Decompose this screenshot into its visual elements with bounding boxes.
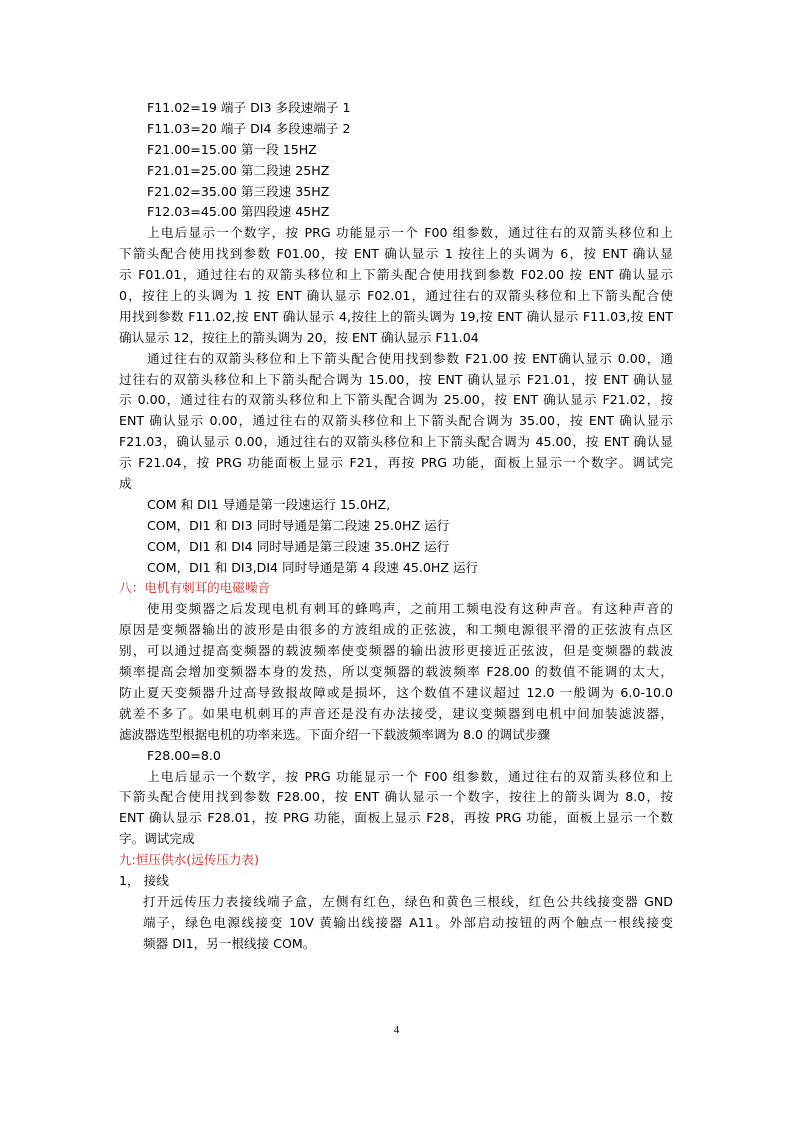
text-line: 确认显示 12，按往上的箭头调为 20，按 ENT 确认显示 F11.04 xyxy=(119,329,479,345)
param-line: F21.02=35.00 第三段速 35HZ xyxy=(147,183,330,199)
step-heading: 1， 接线 xyxy=(119,872,169,888)
text-line: 使用变频器之后发现电机有刺耳的蜂鸣声，之前用工频电没有这种声音。有这种声音的 xyxy=(147,601,673,617)
param-line: F21.00=15.00 第一段 15HZ xyxy=(147,141,317,157)
text-line: 成 xyxy=(119,476,132,492)
page-number: 4 xyxy=(393,1024,400,1036)
text-line: 示 F01.01，通过往右的双箭头移位和上下箭头配合使用找到参数 F02.00 按 ENT 确认显示 xyxy=(119,267,673,283)
section-heading-8: 八：电机有刺耳的电磁噪音 xyxy=(119,580,271,596)
text-line: 过往右的双箭头移位和上下箭头配合调为 15.00，按 ENT 确认显示 F21.01，按 ENT 确认显 xyxy=(119,371,673,387)
param-line: F21.01=25.00 第二段速 25HZ xyxy=(147,162,330,178)
result-list xyxy=(119,495,673,579)
text-line: 端子，绿色电源线接变 10V 黄输出线接器 A11。外部启动按钮的两个触点一根线接变 xyxy=(143,914,673,930)
text-line: 频器 DI1，另一根线接 COM。 xyxy=(143,935,316,951)
text-line: 原因是变频器输出的波形是由很多的方波组成的正弦波，和工频电源很平滑的正弦波有点区 xyxy=(119,622,673,638)
param-line: F11.03=20 端子 DI4 多段速端子 2 xyxy=(147,120,351,136)
text-line: 下箭头配合使用找到参数 F01.00，按 ENT 确认显示 1 按往上的头调为 6，按 ENT 确认显 xyxy=(119,246,673,262)
text-line: 示 0.00，通过往右的双箭头移位和上下箭头配合调为 25.00，按 ENT 确认显示 F21.02，按 xyxy=(119,392,673,408)
text-line: 上电后显示一个数字，按 PRG 功能显示一个 F00 组参数，通过往右的双箭头移位和上 xyxy=(147,225,673,241)
param-line: F12.03=45.00 第四段速 45HZ xyxy=(147,204,330,220)
text-line: 通过往右的双箭头移位和上下箭头配合使用找到参数 F21.00 按 ENT确认显示 0.00，通 xyxy=(147,350,673,366)
paragraph-carrier-steps xyxy=(119,767,673,851)
param-line-f28: F28.00=8.0 xyxy=(147,747,221,763)
text-line: 0，按往上的头调为 1 按 ENT 确认显示 F02.01，通过往右的双箭头移位和上下箭头配合使 xyxy=(119,288,673,304)
result-line: COM 和 DI1 导通是第一段速运行 15.0HZ, xyxy=(147,496,391,512)
text-line: 上电后显示一个数字，按 PRG 功能显示一个 F00 组参数，通过往右的双箭头移位和上 xyxy=(147,768,673,784)
page-content xyxy=(119,98,673,955)
text-line: 频率提高会增加变频器本身的发热，所以变频器的载波频率 F28.00 的数值不能调的太大， xyxy=(119,664,673,680)
text-line: 别，可以通过提高变频器的载波频率使变频器的输出波形更接近正弦波，但是变频器的载波 xyxy=(119,643,673,659)
text-line: 用找到参数 F11.02,按 ENT 确认显示 4,按往上的箭头调为 19,按 ENT 确认显示 F11.03,按 ENT xyxy=(119,308,673,324)
text-line: 就差不多了。如果电机刺耳的声音还是没有办法接受，建议变频器到电机中间加装滤波器， xyxy=(119,705,673,721)
text-line: 下箭头配合使用找到参数 F28.00，按 ENT 确认显示一个数字，按往上的箭头调为 8.0，按 xyxy=(119,789,673,805)
parameter-list xyxy=(119,98,673,223)
text-line: 字。调试完成 xyxy=(119,831,195,847)
text-line: ENT 确认显示 F28.01，按 PRG 功能，面板上显示 F28，再按 PRG 功能，面板上显示一个数 xyxy=(119,810,673,826)
section-heading-9: 九:恒压供水(远传压力表) xyxy=(119,852,260,868)
text-line: ENT 确认显示 0.00，通过往右的双箭头移位和上下箭头配合调为 35.00，按 ENT 确认显示 xyxy=(119,413,673,429)
paragraph-wiring xyxy=(119,892,673,955)
paragraph-setup-steps xyxy=(119,223,673,348)
result-line: COM，DI1 和 DI3,DI4 同时导通是第 4 段速 45.0HZ 运行 xyxy=(147,559,479,575)
text-line: F21.03，确认显示 0.00，通过往右的双箭头移位和上下箭头配合调为 45.00，按 ENT 确认显 xyxy=(119,434,673,450)
text-line: 防止夏天变频器升过高导致报故障或是损坏，这个数值不建议超过 12.0 一般调为 6.0-10.0 xyxy=(119,684,673,700)
paragraph-noise xyxy=(119,599,673,745)
paragraph-speed-steps xyxy=(119,349,673,495)
result-line: COM，DI1 和 DI4 同时导通是第三段速 35.0HZ 运行 xyxy=(147,538,450,554)
text-line: 打开远传压力表接线端子盒，左侧有红色，绿色和黄色三根线，红色公共线接变器 GND xyxy=(143,893,673,909)
text-line: 滤波器选型根据电机的功率来选。下面介绍一下载波频率调为 8.0 的调试步骤 xyxy=(119,726,551,742)
text-line: 示 F21.04，按 PRG 功能面板上显示 F21，再按 PRG 功能，面板上显示一个数字。调试完 xyxy=(119,455,673,471)
param-line: F11.02=19 端子 DI3 多段速端子 1 xyxy=(147,100,351,115)
result-line: COM，DI1 和 DI3 同时导通是第二段速 25.0HZ 运行 xyxy=(147,517,450,533)
